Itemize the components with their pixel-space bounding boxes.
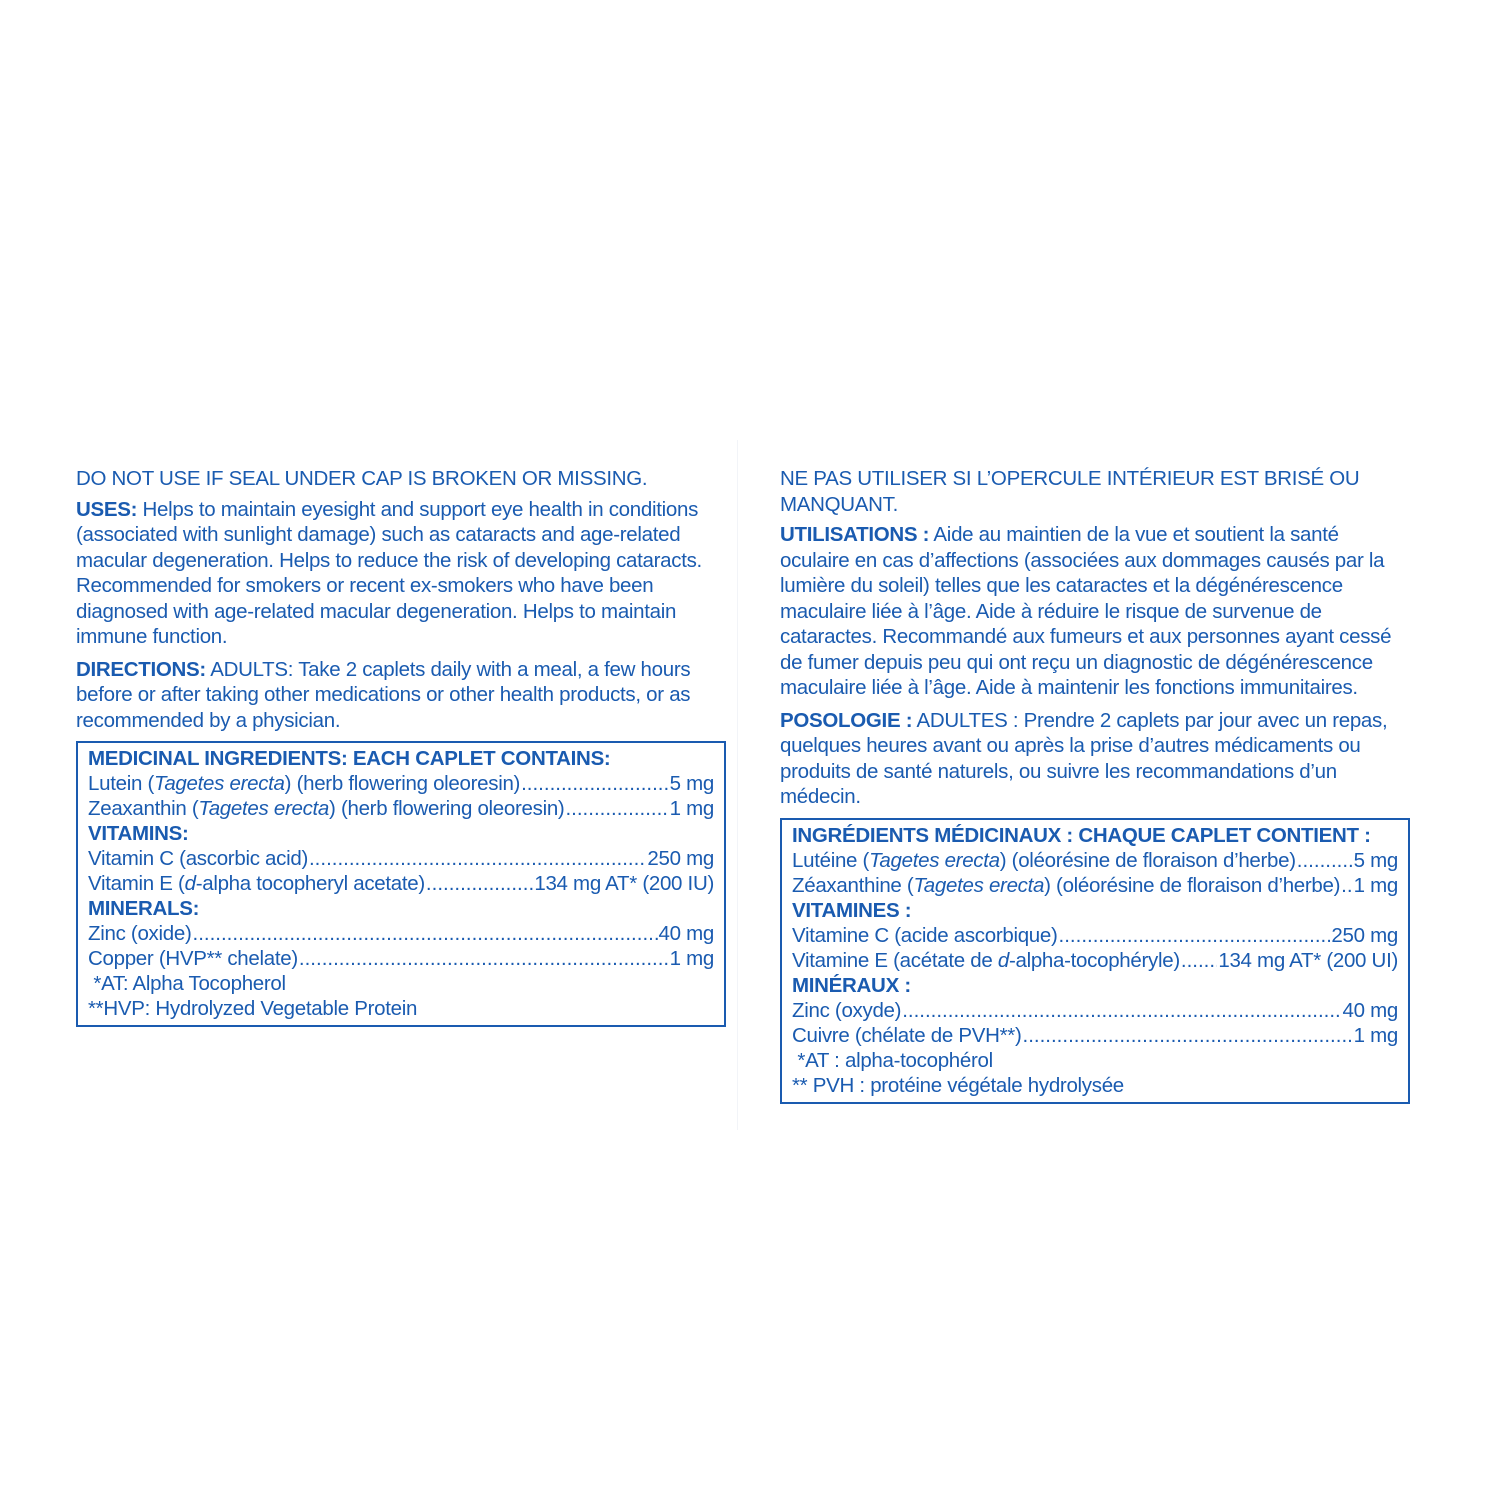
ingredient-amount: 1 mg [1353, 873, 1398, 897]
footnote-at: *AT: Alpha Tocopherol [88, 972, 286, 995]
directions-text: ADULTS: Take 2 caplets daily with a meal, a few hours before or after taking other medications or other health products, or as recommended by a physician. [76, 657, 691, 732]
ingredient-amount: 1 mg [669, 797, 714, 820]
leader-dots [902, 998, 1341, 1023]
minerals-heading: MINERALS: [88, 897, 200, 920]
ingredient-row-lutein [792, 848, 1398, 873]
uses-paragraph [780, 522, 1410, 701]
ingredient-amount: 5 mg [1353, 848, 1398, 872]
leader-dots [1023, 1023, 1353, 1048]
footnote-hvp: **HVP: Hydrolyzed Vegetable Protein [88, 997, 418, 1020]
leader-dots [299, 946, 669, 971]
english-label-column [76, 466, 726, 1027]
ingredient-row-lutein [88, 771, 714, 796]
ingredient-row-copper [88, 946, 714, 971]
leader-dots [193, 921, 658, 946]
leader-dots [1341, 873, 1352, 898]
ingredient-amount: 134 mg AT* (200 UI) [1218, 948, 1398, 972]
ingredient-amount: 5 mg [669, 772, 714, 795]
uses-text: Aide au maintien de la vue et soutient la santé oculaire en cas d’affections (associées aux dommages causés par la lumière du soleil) telles que les cataractes et la dégénérescence maculaire liée à l’âge. Aide à réduire le risque de survenue de cataractes. Recommandé aux fumeurs et aux personnes ayant cessé de fumer depuis peu qui ont reçu un diagnostic de dégénérescence maculaire liée à l’âge. Aide à maintenir les fonctions immunitaires. [780, 523, 1392, 699]
column-divider [737, 440, 738, 1130]
ingredient-name: Vitamin C (ascorbic acid) [88, 847, 308, 870]
ingredient-row-vitamin-c [88, 846, 714, 871]
seal-warning: NE PAS UTILISER SI L’OPERCULE INTÉRIEUR EST BRISÉ OU MANQUANT. [780, 467, 1360, 516]
ingredients-table [780, 818, 1410, 1104]
ingredient-row-zeaxanthin [792, 873, 1398, 898]
french-label-column [780, 466, 1410, 1104]
leader-dots [521, 771, 669, 796]
ingredient-row-vitamin-e [88, 871, 714, 896]
uses-label: USES: [76, 497, 138, 521]
vitamins-heading: VITAMINES : [792, 898, 912, 922]
ingredients-heading: INGRÉDIENTS MÉDICINAUX : CHAQUE CAPLET CONTIENT : [792, 823, 1371, 847]
uses-paragraph [76, 497, 726, 650]
ingredient-name: Zéaxanthine (Tagetes erecta) (oléorésine de floraison d’herbe) [792, 873, 1341, 897]
ingredient-row-zeaxanthin [88, 796, 714, 821]
ingredient-name: Zinc (oxide) [88, 922, 192, 945]
ingredient-row-copper [792, 1023, 1398, 1048]
ingredient-name: Zinc (oxyde) [792, 998, 902, 1022]
ingredient-row-vitamin-e [792, 948, 1398, 973]
ingredient-name: Lutéine (Tagetes erecta) (oléorésine de floraison d’herbe) [792, 848, 1296, 872]
directions-label: POSOLOGIE : [780, 708, 913, 732]
ingredient-amount: 40 mg [1342, 998, 1398, 1022]
ingredient-amount: 250 mg [647, 847, 714, 870]
directions-paragraph [780, 708, 1410, 810]
directions-label: DIRECTIONS: [76, 657, 206, 681]
ingredient-amount: 1 mg [1353, 1023, 1398, 1047]
footnote-at: *AT : alpha-tocophérol [792, 1048, 993, 1072]
ingredient-name: Vitamine C (acide ascorbique) [792, 923, 1058, 947]
ingredient-amount: 134 mg AT* (200 IU) [534, 872, 714, 895]
uses-text: Helps to maintain eyesight and support eye health in conditions (associated with sunlight damage) such as cataracts and age-related macular degeneration. Helps to reduce the risk of developing cataracts. Recommended for smokers or recent ex-smokers who have been diagnosed with age-related macular degeneration. Helps to maintain immune function. [76, 497, 702, 648]
leader-dots [1297, 848, 1353, 873]
ingredient-name: Zeaxanthin (Tagetes erecta) (herb flowering oleoresin) [88, 797, 565, 820]
leader-dots [309, 846, 646, 871]
ingredient-row-vitamin-c [792, 923, 1398, 948]
uses-label: UTILISATIONS : [780, 523, 930, 546]
minerals-heading: MINÉRAUX : [792, 973, 911, 997]
leader-dots [426, 871, 533, 896]
ingredient-row-zinc [792, 998, 1398, 1023]
ingredient-name: Vitamine E (acétate de d-alpha-tocophéryle) [792, 948, 1180, 972]
ingredient-amount: 1 mg [669, 947, 714, 970]
ingredient-name: Copper (HVP** chelate) [88, 947, 298, 970]
ingredients-table [76, 741, 726, 1027]
vitamins-heading: VITAMINS: [88, 822, 189, 845]
footnote-pvh: ** PVH : protéine végétale hydrolysée [792, 1073, 1124, 1097]
ingredient-name: Lutein (Tagetes erecta) (herb flowering oleoresin) [88, 772, 521, 795]
ingredients-heading: MEDICINAL INGREDIENTS: EACH CAPLET CONTAINS: [88, 747, 611, 770]
leader-dots [1059, 923, 1331, 948]
ingredient-row-zinc [88, 921, 714, 946]
leader-dots [565, 796, 668, 821]
ingredient-amount: 250 mg [1331, 923, 1398, 947]
ingredient-name: Vitamin E (d-alpha tocopheryl acetate) [88, 872, 425, 895]
directions-text: ADULTES : Prendre 2 caplets par jour avec un repas, quelques heures avant ou après la prise d’autres médicaments ou produits de santé naturels, ou suivre les recommandations d’un médecin. [780, 708, 1388, 808]
ingredient-name: Cuivre (chélate de PVH**) [792, 1023, 1022, 1047]
ingredient-amount: 40 mg [658, 922, 714, 945]
seal-warning: DO NOT USE IF SEAL UNDER CAP IS BROKEN OR MISSING. [76, 467, 648, 490]
leader-dots [1181, 948, 1217, 973]
directions-paragraph [76, 657, 726, 734]
